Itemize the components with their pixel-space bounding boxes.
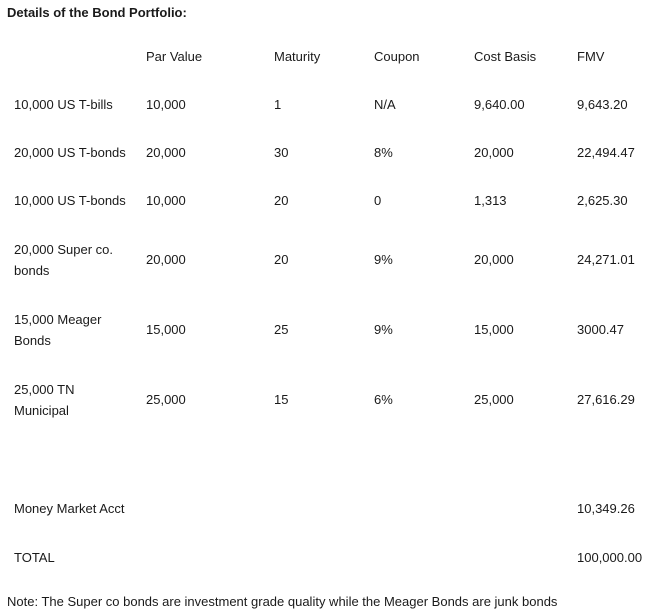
row-label: 20,000 US T-bonds: [14, 145, 126, 160]
total-fmv: 100,000.00: [577, 550, 643, 565]
row-fmv: 3000.47: [577, 322, 624, 337]
row-label: 20,000 Super co. bonds: [14, 242, 114, 278]
row-maturity: 1: [274, 97, 282, 112]
header-coupon: Coupon: [374, 49, 420, 64]
row-par-value: 10,000: [146, 193, 186, 208]
row-label: 10,000 US T-bonds: [14, 193, 126, 208]
total-label: TOTAL: [14, 550, 55, 565]
row-cost-basis: 20,000: [474, 252, 514, 267]
row-cost-basis: 15,000: [474, 322, 514, 337]
row-cost-basis: 9,640.00: [474, 97, 525, 112]
row-par-value: 20,000: [146, 252, 186, 267]
row-fmv: 24,271.01: [577, 252, 635, 267]
header-maturity: Maturity: [274, 49, 321, 64]
row-cost-basis: 25,000: [474, 392, 514, 407]
row-cost-basis: 1,313: [474, 193, 507, 208]
page-title: Details of the Bond Portfolio:: [7, 5, 187, 20]
row-maturity: 15: [274, 392, 289, 407]
header-par-value: Par Value: [146, 49, 203, 64]
header-fmv: FMV: [577, 49, 605, 64]
row-maturity: 20: [274, 193, 289, 208]
header-cost-basis: Cost Basis: [474, 49, 537, 64]
row-fmv: 22,494.47: [577, 145, 635, 160]
money-market-label: Money Market Acct: [14, 501, 125, 516]
row-fmv: 27,616.29: [577, 392, 635, 407]
row-coupon: N/A: [374, 97, 396, 112]
row-fmv: 9,643.20: [577, 97, 628, 112]
row-label: 15,000 Meager Bonds: [14, 312, 102, 348]
row-label: 10,000 US T-bills: [14, 97, 113, 112]
row-coupon: 0: [374, 193, 382, 208]
footnote: Note: The Super co bonds are investment grade quality while the Meager Bonds are junk bonds: [7, 594, 558, 609]
row-par-value: 25,000: [146, 392, 186, 407]
row-label: 25,000 TN Municipal: [14, 382, 75, 418]
row-coupon: 6%: [374, 392, 393, 407]
money-market-fmv: 10,349.26: [577, 501, 635, 516]
row-par-value: 10,000: [146, 97, 186, 112]
row-maturity: 30: [274, 145, 289, 160]
row-maturity: 25: [274, 322, 289, 337]
row-coupon: 9%: [374, 252, 393, 267]
row-maturity: 20: [274, 252, 289, 267]
row-coupon: 8%: [374, 145, 393, 160]
row-par-value: 20,000: [146, 145, 186, 160]
row-cost-basis: 20,000: [474, 145, 514, 160]
row-par-value: 15,000: [146, 322, 186, 337]
row-coupon: 9%: [374, 322, 393, 337]
row-fmv: 2,625.30: [577, 193, 628, 208]
